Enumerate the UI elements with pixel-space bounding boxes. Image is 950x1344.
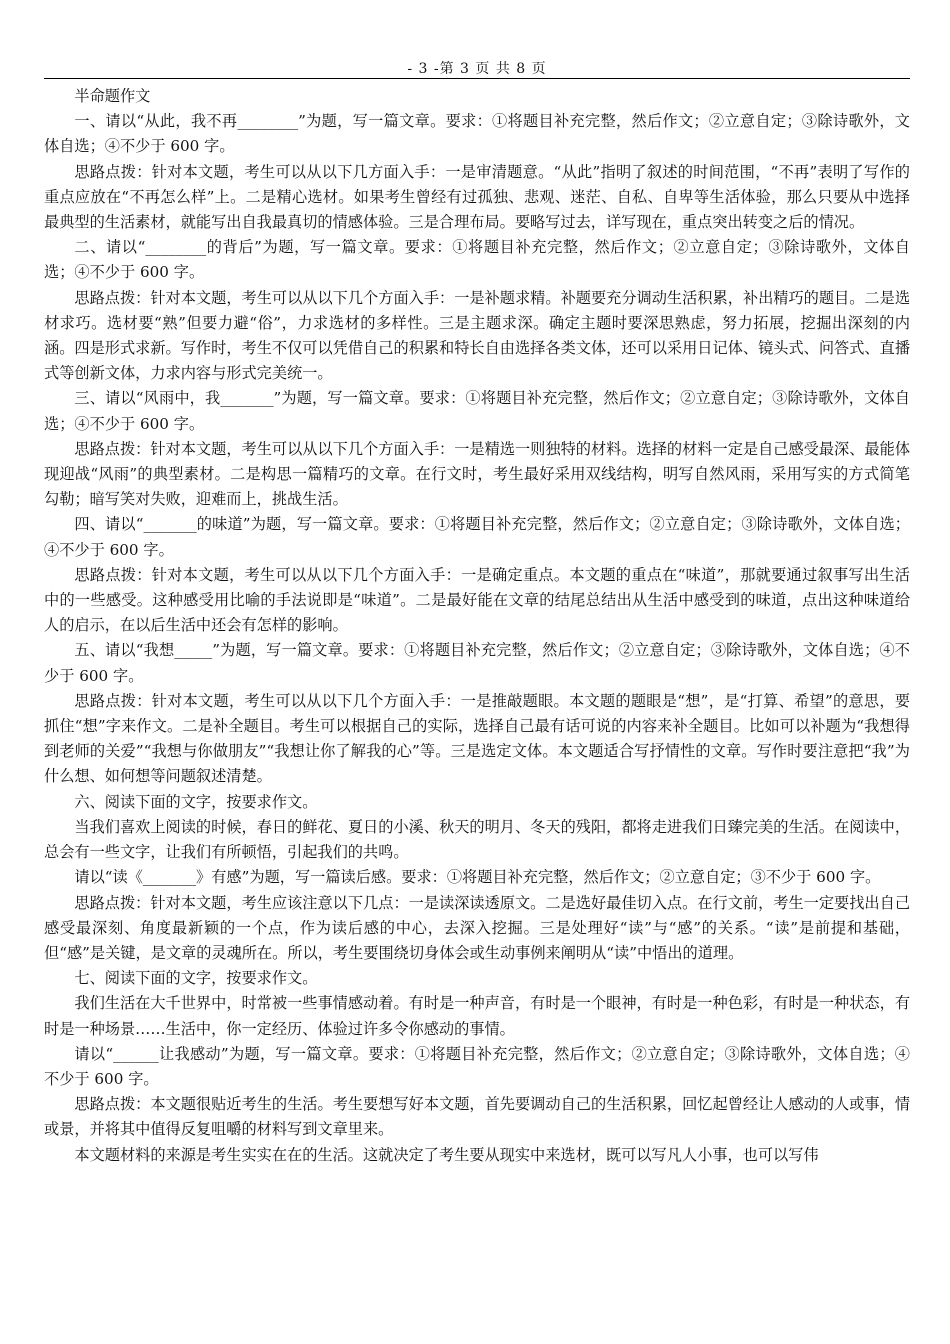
hint-6: 思路点拨：针对本文题，考生应该注意以下几点：一是读深读透原文。二是选好最佳切入点。在行文前，考生一定要找出自己感受最深刻、角度最新颖的一个点，作为读后感的中心，去深入挖掘。三是处理好“读”与“感”的关系。“读”是前提和基础，但“感”是关键，是文章的灵魂所在。所以，考生要围绕切身体会或生动事例来阐明从“读”中悟出的道理。: [44, 893, 910, 962]
hint-2: 思路点拨：针对本文题，考生可以从以下几个方面入手：一是补题求精。补题要充分调动生活积累，补出精巧的题目。二是选材求巧。选材要“熟”但要力避“俗”，力求选材的多样性。三是主题求深。确定主题时要深思熟虑，努力拓展，挖掘出深刻的内涵。四是形式求新。写作时，考生不仅可以凭借自己的积累和特长自由选择各类文体，还可以采用日记体、镜头式、问答式、直播式等创新文体，力求内容与形式完美统一。: [44, 288, 910, 383]
prompt-7-heading: 七、阅读下面的文字，按要求作文。: [74, 969, 318, 988]
hint-1: 思路点拨：针对本文题，考生可以从以下几方面入手：一是审清题意。“从此”指明了叙述的时间范围，“不再”表明了写作的重点应放在“不再怎么样”上。二是精心选材。如果考生曾经有过孤独、悲观、迷茫、自私、自卑等生活体验，那么只要从中选择最典型的生活素材，就能写出自我最真切的情感体验。三是合理布局。要略写过去，详写现在，重点突出转变之后的情况。: [44, 162, 910, 232]
prompt-1: 一、请以“从此，我不再________”为题，写一篇文章。要求：①将题目补充完整，然后作文；②立意自定；③除诗歌外，文体自选；④不少于 600 字。: [44, 112, 910, 156]
reading-material-7: 我们生活在大千世界中，时常被一些事情感动着。有时是一种声音，有时是一个眼神，有时是一种色彩，有时是一种状态，有时是一种场景……生活中，你一定经历、体验过许多令你感动的事情。: [44, 994, 910, 1038]
prompt-7: 请以“______让我感动”为题，写一篇文章。要求：①将题目补充完整，然后作文；②立意自定；③除诗歌外，文体自选；④不少于 600 字。: [44, 1044, 910, 1088]
hint-5: 思路点拨：针对本文题，考生可以从以下几个方面入手：一是推敲题眼。本文题的题眼是“想”，是“打算、希望”的意思，要抓住“想”字来作文。二是补全题目。考生可以根据自己的实际，选择自己最有话可说的内容来补全题目。比如可以补题为“我想得到老师的关爱”“我想与你做朋友”“我想让你了解我的心”等。三是选定文体。本文题适合写抒情性的文章。写作时要注意把“我”为什么想、如何想等问题叙述清楚。: [44, 691, 910, 786]
reading-material-6: 当我们喜欢上阅读的时候，春日的鲜花、夏日的小溪、秋天的明月、冬天的残阳，都将走进我们日臻完美的生活。在阅读中，总会有一些文字，让我们有所顿悟，引起我们的共鸣。: [44, 817, 910, 862]
prompt-5: 五、请以“我想_____”为题，写一篇文章。要求：①将题目补充完整，然后作文；②立意自定；③除诗歌外，文体自选；④不少于 600 字。: [44, 641, 910, 685]
prompt-6: 请以“读《_______》有感”为题，写一篇读后感。要求：①将题目补充完整，然后作文；②立意自定；③不少于 600 字。: [74, 868, 881, 887]
hint-4: 思路点拨：针对本文题，考生可以从以下几个方面入手：一是确定重点。本文题的重点在“味道”，那就要通过叙事写出生活中的一些感受。这种感受用比喻的手法说即是“味道”。二是最好能在文章的结尾总结出从生活中感受到的味道，点出这种味道给人的启示，在以后生活中还会有怎样的影响。: [44, 565, 910, 635]
document-body: [44, 84, 910, 1168]
prompt-3: 三、请以“风雨中，我_______”为题，写一篇文章。要求：①将题目补充完整，然后作文；②立意自定；③除诗歌外，文体自选；④不少于 600 字。: [44, 389, 910, 433]
prompt-2: 二、请以“________的背后”为题，写一篇文章。要求：①将题目补充完整，然后作文；②立意自定；③除诗歌外，文体自选；④不少于 600 字。: [44, 238, 910, 282]
page-header: - 3 -第 3 页 共 8 页: [407, 61, 547, 77]
header-divider: [44, 78, 910, 79]
hint-7: 思路点拨：本文题很贴近考生的生活。考生要想写好本文题，首先要调动自己的生活积累，回忆起曾经让人感动的人或事，情或景，并将其中值得反复咀嚼的材料写到文章里来。: [44, 1095, 910, 1139]
prompt-6-heading: 六、阅读下面的文字，按要求作文。: [74, 792, 318, 811]
prompt-4: 四、请以“_______的味道”为题，写一篇文章。要求：①将题目补充完整，然后作文；②立意自定；③除诗歌外，文体自选；④不少于 600 字。: [44, 515, 910, 559]
hint-7-continued: 本文题材料的来源是考生实实在在的生活。这就决定了考生要从现实中来选材，既可以写凡人小事，也可以写伟: [74, 1145, 819, 1164]
section-heading: 半命题作文: [74, 87, 151, 105]
hint-3: 思路点拨：针对本文题，考生可以从以下几个方面入手：一是精选一则独特的材料。选择的材料一定是自己感受最深、最能体现迎战“风雨”的典型素材。二是构思一篇精巧的文章。在行文时，考生最好采用双线结构，明写自然风雨，采用写实的方式简笔勾勒；暗写笑对失败，迎难而上，挑战生活。: [44, 439, 910, 509]
